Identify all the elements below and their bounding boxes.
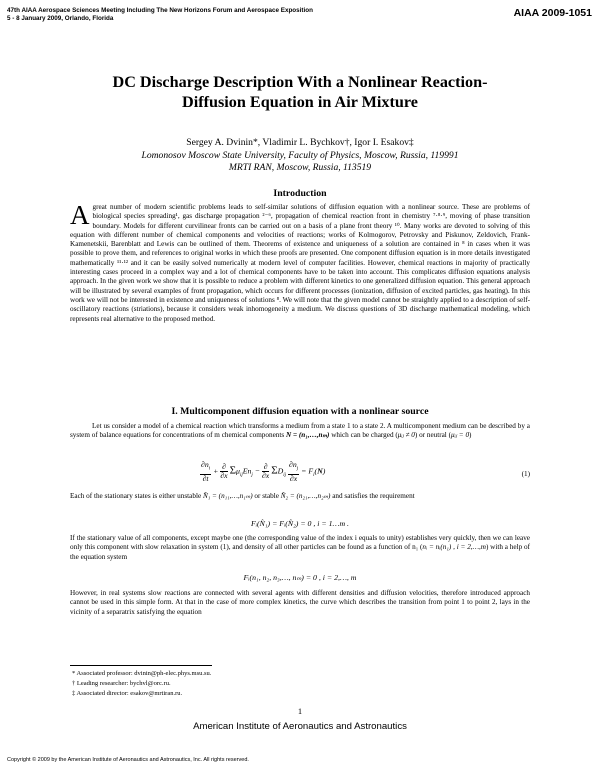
title-line-1: DC Discharge Description With a Nonlinear Reaction- xyxy=(112,73,488,91)
conference-line-1: 47th AIAA Aerospace Sciences Meeting Including The New Horizons Forum and Aerospace Exposition xyxy=(7,7,313,14)
unstable-state: N̂₁ = (n₁₁,…,n₁ₘ) xyxy=(202,492,253,500)
footnote-rule xyxy=(70,665,212,666)
section-1-p2-mid: or stable xyxy=(254,492,279,500)
section-1-p2-start: Each of the stationary states is either unstable xyxy=(70,492,202,500)
copyright-notice: Copyright © 2009 by the American Institute of Aeronautics and Astronautics, Inc. All rights reserved. xyxy=(7,757,249,763)
charged-condition: μᵢⱼ ≠ 0 xyxy=(397,431,415,440)
conference-line-2: 5 - 8 January 2009, Orlando, Florida xyxy=(7,15,114,22)
affiliation-1: Lomonosov Moscow State University, Faculty of Physics, Moscow, Russia, 119991 xyxy=(141,149,459,161)
author-names: Sergey A. Dvinin*, Vladimir L. Bychkov†, Igor I. Esakov‡ xyxy=(186,137,414,148)
section-1-p3-start: If the stationary value of all components, except maybe one (the corresponding value of the index i equals to unity) establishes very quickly, then we can leave only this component with slow relaxation in system (1), and density of all other particles can be found as a function of n₁ ( xyxy=(70,534,530,552)
equation-1-number: (1) xyxy=(521,470,530,478)
footnote-1: * Associated professor: dvinin@ph-elec.phys.msu.su. xyxy=(72,670,212,677)
section-1-heading: I. Multicomponent diffusion equation with a nonlinear source xyxy=(171,406,429,417)
density-function: nᵢ = nᵢ(n₁) , i = 2,…,m xyxy=(422,543,486,552)
section-1-p1-or: ) or neutral ( xyxy=(414,431,451,440)
section-1-p1-end: ) xyxy=(469,431,472,440)
section-1-p2-end: and satisfies the requirement xyxy=(332,492,415,500)
introduction-paragraph xyxy=(70,200,530,324)
author-block xyxy=(60,137,540,175)
section-1-p3-end: ) with a help of the equation system xyxy=(70,543,530,561)
section-1-paragraph-3 xyxy=(70,534,530,562)
neutral-condition: μᵢⱼ = 0 xyxy=(451,431,470,440)
section-1-p1-text: Let us consider a model of a chemical reaction which transforms a medium from a state 1 to a state 2. A multicomponent medium can be described by a system of balance equations for concentrations of m chemical components xyxy=(70,422,530,440)
affiliation-2: MRTI RAN, Moscow, Russia, 113519 xyxy=(228,162,372,173)
drop-cap: A xyxy=(70,200,90,230)
equation-2: Fᵢ(N̂₁) = Fᵢ(N̂₂) = 0 , i = 1…m . xyxy=(251,519,349,528)
footnote-3: ‡ Associated director: esakov@mrtiran.ru. xyxy=(72,690,183,697)
title-line-2: Diffusion Equation in Air Mixture xyxy=(182,93,418,111)
introduction-heading: Introduction xyxy=(273,188,327,199)
conference-header xyxy=(7,7,313,23)
organization-name: American Institute of Aeronautics and Astronautics xyxy=(193,721,407,732)
equation-1: $\frac{\partial n_i}{\partial t}$ + $\frac{\partial}{\partial x}$ $\Sigma\mu_{ij}En_j$ − $\frac{\partial}{\partial x}$ $\Sigma D_{ij}$ $\frac{\partial n_j}{\partial x}$ = $F_i(N)$ xyxy=(201,460,326,483)
section-1-paragraph-4: However, in real systems slow reactions are connected with several agents with different densities and diffusion velocities, therefore introduced approach cannot be used in this simple form. At that in the case of more complex kinetics, the curve which describes the transition from point 1 to point 2, lays in the vicinity of a separatrix satisfying the equation xyxy=(70,589,530,616)
section-1-paragraph-1 xyxy=(70,422,530,441)
footnote-2: † Leading researcher: bychvl@orc.ru. xyxy=(72,680,171,687)
introduction-text: great number of modern scientific problems leads to self-similar solutions of diffusion equation with a nonlinear source. These are problems of biological species spreading¹, gas discharge propagation ²⁻⁶, propagation of chemical reaction front in chemistry ⁷·⁸·⁹, moving of phase transition boundary. Models for different curvilinear fronts can be carried out on a basis of a plane front theory ¹⁰. Many works are devoted to solving of this equation with different number of chemical components and velocities of reactions; works of Kolmogorov, Petrovsky and Piskunov, Zeldovich, Frank-Kamenetskii, Barenblatt and Lewis can be outlined of them. Theorems of existence and uniqueness of a solution are contained in ⁸ in cases when it was possible to prove them, and references to original works in which these proofs are presented. One component diffusion equation is in more details investigated mathematically ¹¹·¹² and it can be easily solved numerically at modern level of computer facilities. However, chemical reactions in majority of practically interesting cases proceed in a complex way and a lot of chemical components have to be taken into account. This complicates diffusion equations analysis approach. In the given work we show that it is possible to reduce a problem with different kinetics to one generalized diffusion equation. This general approach will be illustrated by several examples of front propagation, which occurs for different processes (ionization, diffusion of excited particles, gas heating). In this work we will not be interested in existence and uniqueness of solutions ⁸. We will note that the given model cannot be straightly applied to a description of self-oscillatory reactions (striations), because it considers weak inhomogeneity a medium. We discuss questions of 3D discharge mathematical modeling, which represents real alternative to the proposed method. xyxy=(70,203,530,323)
stable-state: N̂₂ = (n₂₁,…,n₂ₘ) xyxy=(280,492,331,500)
section-1-paragraph-2 xyxy=(70,492,530,501)
paper-title xyxy=(60,72,540,112)
page-number: 1 xyxy=(297,706,303,716)
equation-3: Fᵢ(n₁, n₂, n₃,…, nₘ) = 0 , i = 2,…, m xyxy=(243,573,357,582)
paper-id: AIAA 2009-1051 xyxy=(513,7,592,19)
section-1-p1-mid: which can be charged ( xyxy=(331,431,398,440)
vector-n: N = (n₁,…,nₘ) xyxy=(285,431,330,440)
